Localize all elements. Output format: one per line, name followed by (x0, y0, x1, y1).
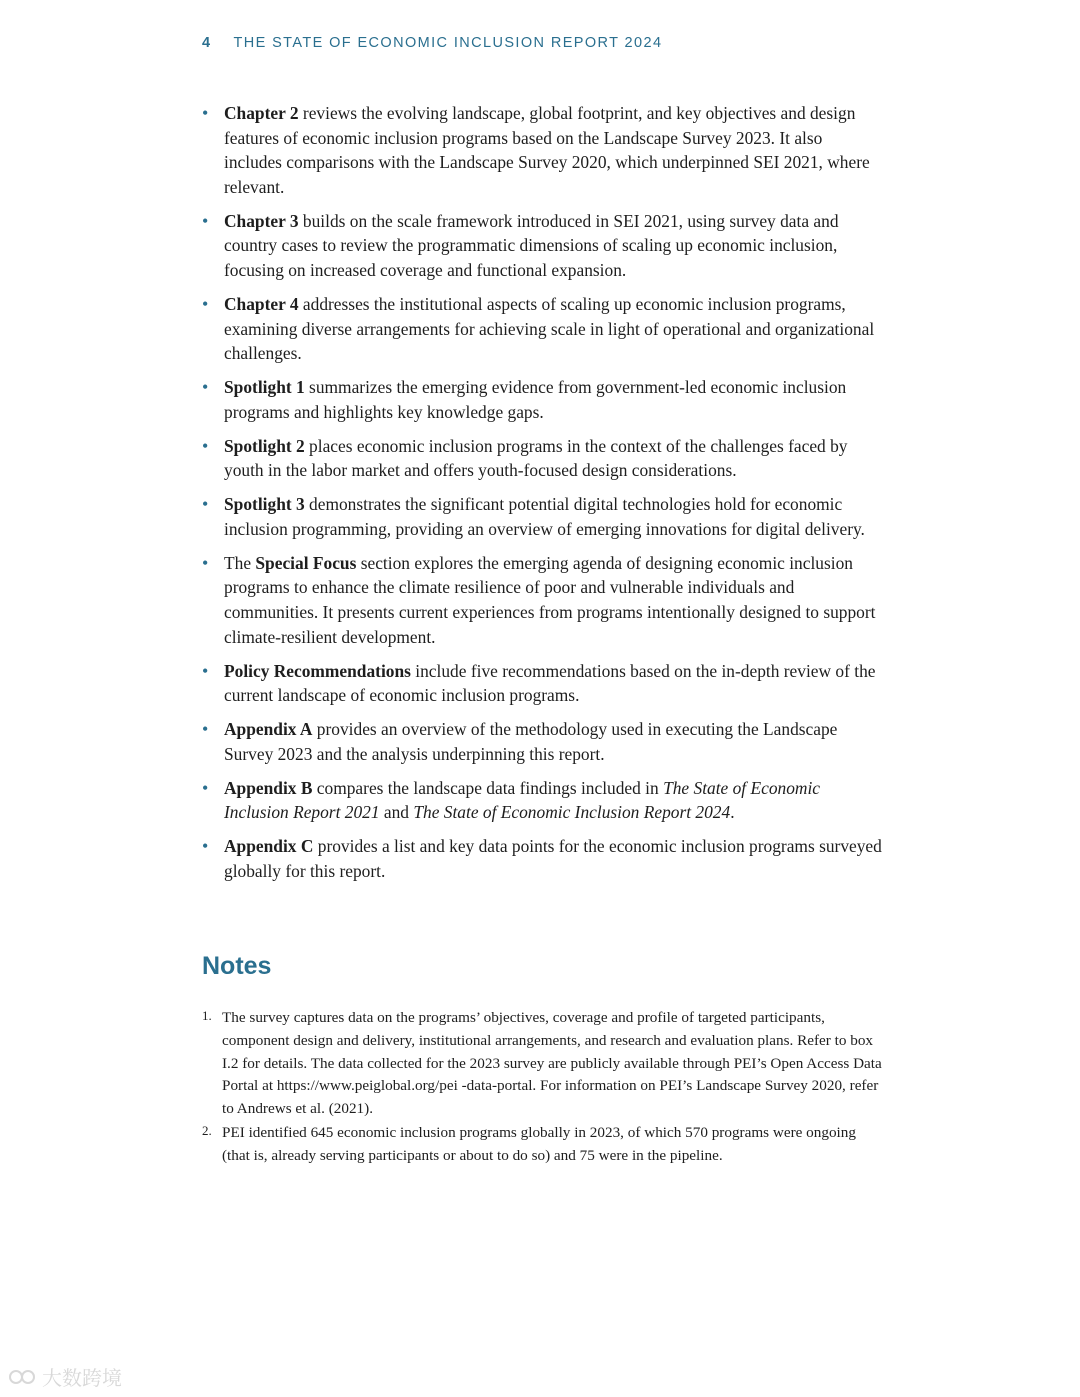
report-outline (202, 101, 882, 893)
list-item-spotlight-1: • Spotlight 1 summarizes the emerging evidence from government-led economic inclusion programs and highlights key knowledge gaps. (202, 377, 847, 422)
note-number: 1. (202, 1008, 212, 1023)
notes-heading: Notes (202, 952, 272, 980)
list-item-chapter-3: • Chapter 3 builds on the scale framework introduced in SEI 2021, using survey data and country cases to review the programmatic dimensions of scaling up economic inclusion, focusing on increased coverage and functional expansion. (202, 210, 839, 280)
running-header (202, 35, 662, 51)
list-item-chapter-2: • Chapter 2 reviews the evolving landscape, global footprint, and key objectives and design features of economic inclusion programs based on the Landscape Survey 2023. It also includes comparisons with the Landscape Survey 2020, which underpinned SEI 2021, where relevant. (202, 103, 870, 197)
bullet-dot-icon: • (202, 103, 209, 123)
bullet-dot-icon: • (202, 777, 209, 798)
bullet-dot-icon: • (202, 377, 209, 398)
list-item-spotlight-2: • Spotlight 2 places economic inclusion programs in the context of the challenges faced by youth in the labor market and offers youth-focused design considerations. (202, 435, 848, 481)
bullet-dot-icon: • (202, 210, 209, 231)
bullet-dot-icon: • (202, 660, 209, 681)
list-item-appendix-c: • Appendix C provides a list and key data points for the economic inclusion programs surveyed globally for this report. (202, 836, 882, 881)
bullet-dot-icon: • (202, 293, 209, 314)
list-item-policy-recommendations: • Policy Recommendations include five recommendations based on the in-depth review of the current landscape of economic inclusion programs. (202, 660, 876, 706)
note-number: 2. (202, 1122, 212, 1138)
chapter-list (202, 101, 882, 884)
watermark (8, 1362, 122, 1391)
list-item-spotlight-3: • Spotlight 3 demonstrates the significant potential digital technologies hold for economic inclusion programming, providing an overview of emerging innovations for digital delivery. (202, 494, 865, 539)
bullet-dot-icon: • (202, 435, 209, 456)
list-item-special-focus: • The Special Focus section explores the emerging agenda of designing economic inclusion programs to enhance the climate resilience of poor and vulnerable individuals and communities. It presents current experiences from programs intentionally designed to support climate-resilient development. (202, 552, 876, 647)
list-item-appendix-a: • Appendix A provides an overview of the methodology used in executing the Landscape Survey 2023 and the analysis underpinning this report. (202, 719, 838, 764)
running-title: THE STATE OF ECONOMIC INCLUSION REPORT 2024 (233, 35, 663, 51)
notes-list (202, 1007, 882, 1169)
bullet-dot-icon: • (202, 836, 209, 857)
note-text: The survey captures data on the programs’ objectives, coverage and profile of targeted participants, component design and delivery, institutional arrangements, and research and evaluation plans. Refer to box I.2 for details. The data collected for the 2023 survey are publicly available through PEI’s Open Access Data Portal at https://www.peiglobal.org/pei -data-portal. For information on PEI’s Landscape Survey 2020, refer to Andrews et al. (2021). (222, 1009, 882, 1118)
note-text: PEI identified 645 economic inclusion programs globally in 2023, of which 570 programs were ongoing (that is, already serving participants or about to do so) and 75 were in the pipeline. (222, 1123, 856, 1164)
page-number: 4 (202, 35, 212, 51)
bullet-dot-icon: • (202, 552, 209, 573)
watermark-text: 大数跨境 (42, 1366, 122, 1390)
bullet-dot-icon: • (202, 719, 209, 740)
note-item-1 (202, 1007, 882, 1121)
list-item-chapter-4: • Chapter 4 addresses the institutional aspects of scaling up economic inclusion programs, examining diverse arrangements for achieving scale in light of operational and organizational challenges. (202, 293, 875, 364)
list-item-appendix-b: • Appendix B compares the landscape data findings included in The State of Economic Inclusion Report 2021 and The State of Economic Inclusion Report 2024. (202, 777, 821, 823)
bullet-dot-icon: • (202, 494, 209, 515)
watermark-logo-icon (8, 1366, 38, 1388)
note-item-2 (202, 1122, 882, 1168)
